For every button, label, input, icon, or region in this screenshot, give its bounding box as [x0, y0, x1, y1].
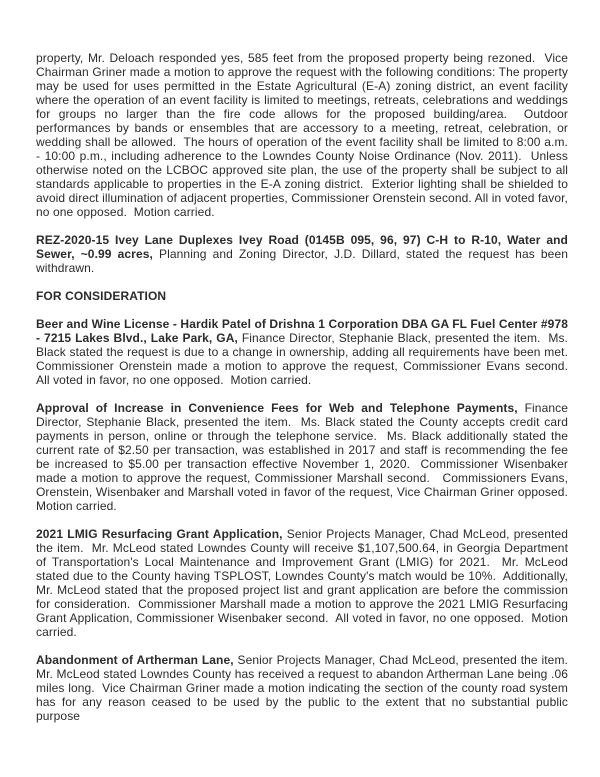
paragraph-text: Senior Projects Manager, Chad McLeod, presented the item. Mr. McLeod stated Lowndes County will receive $1,107,500.64, in Georgia Department of Transportation's Local Maintenance and Improvement Grant (LMIG) for 2021. Mr. McLeod stated due to the County having TSPLOST, Lowndes County's match would be 10%. Additionally, Mr. McLeod stated that the proposed project list and grant application are before the commission for consideration. Commissioner Marshall made a motion to approve the 2021 LMIG Resurfacing Grant Application, Commissioner Wisenbaker second. All voted in favor, no one opposed. Motion carried. [36, 527, 572, 639]
paragraph-lead-bold: REZ-2020-15 Ivey Lane Duplexes Ivey Road (0145B 095, 96, 97) C-H to R-10, Water and Sewer, ~0.99 acres, [36, 233, 572, 261]
section-heading-text: FOR CONSIDERATION [36, 289, 167, 303]
heading-for-consideration [36, 289, 568, 303]
paragraph-lmig-grant [36, 527, 572, 639]
paragraph-lead-bold: Beer and Wine License - Hardik Patel of Drishna 1 Corporation DBA GA FL Fuel Center #978 - 7215 Lakes Blvd., Lake Park, GA, [36, 317, 572, 345]
paragraph-lead-bold: Abandonment of Artherman Lane, [36, 653, 234, 667]
paragraph-rezoning-discussion [36, 51, 572, 219]
paragraph-artherman-lane [36, 653, 572, 723]
paragraph-text: property, Mr. Deloach responded yes, 585 feet from the proposed property being rezoned. Vice Chairman Griner made a motion to approve the request with the following conditions: The property may be used for uses permitted in the Estate Agricultural (E-A) zoning district, an event facility where the operation of an event facility is limited to meetings, retreats, celebrations and weddings for groups no larger than the fire code allows for the proposed building/area. Outdoor performances by bands or ensembles that are accessory to a meeting, retreat, celebration, or wedding shall be allowed. The hours of operation of the event facility shall be limited to 8:00 a.m. - 10:00 p.m., including adherence to the Lowndes County Noise Ordinance (Nov. 2011). Unless otherwise noted on the LCBOC approved site plan, the use of the property shall be subject to all standards applicable to properties in the E-A zoning district. Exterior lighting shall be shielded to avoid direct illumination of adjacent properties, Commissioner Orenstein second. All in voted favor, no one opposed. Motion carried. [36, 51, 572, 219]
paragraph-lead-bold: 2021 LMIG Resurfacing Grant Application, [36, 527, 283, 541]
paragraph-rez-2020-15 [36, 233, 572, 275]
paragraph-text: Finance Director, Stephanie Black, presented the item. Ms. Black stated the County accepts credit card payments in person, online or through the telephone service. Ms. Black additionally stated the current rate of $2.50 per transaction, was established in 2017 and staff is recommending the fee be increased to $5.00 per transaction effective November 1, 2020. Commissioner Wisenbaker made a motion to approve the request, Commissioner Marshall second. Commissioners Evans, Orenstein, Wisenbaker and Marshall voted in favor of the request, Vice Chairman Griner opposed. Motion carried. [36, 401, 575, 513]
paragraph-text: Finance Director, Stephanie Black, presented the item. Ms. Black stated the request is due to a change in ownership, adding all requirements have been met. Commissioner Orenstein made a motion to approve the request, Commissioner Evans second. All voted in favor, no one opposed. Motion carried. [36, 331, 575, 387]
paragraph-convenience-fees [36, 401, 575, 513]
paragraph-text: Planning and Zoning Director, J.D. Dillard, stated the request has been withdrawn. [36, 247, 572, 275]
paragraph-text: Senior Projects Manager, Chad McLeod, presented the item. Mr. McLeod stated Lowndes County has received a request to abandon Artherman Lane being .06 miles long. Vice Chairman Griner made a motion indicating the section of the county road system has for any reason ceased to be used by the public to the extent that no substantial public purpose [36, 653, 572, 723]
paragraph-lead-bold: Approval of Increase in Convenience Fees for Web and Telephone Payments, [36, 401, 518, 415]
paragraph-beer-wine-license [36, 317, 575, 387]
